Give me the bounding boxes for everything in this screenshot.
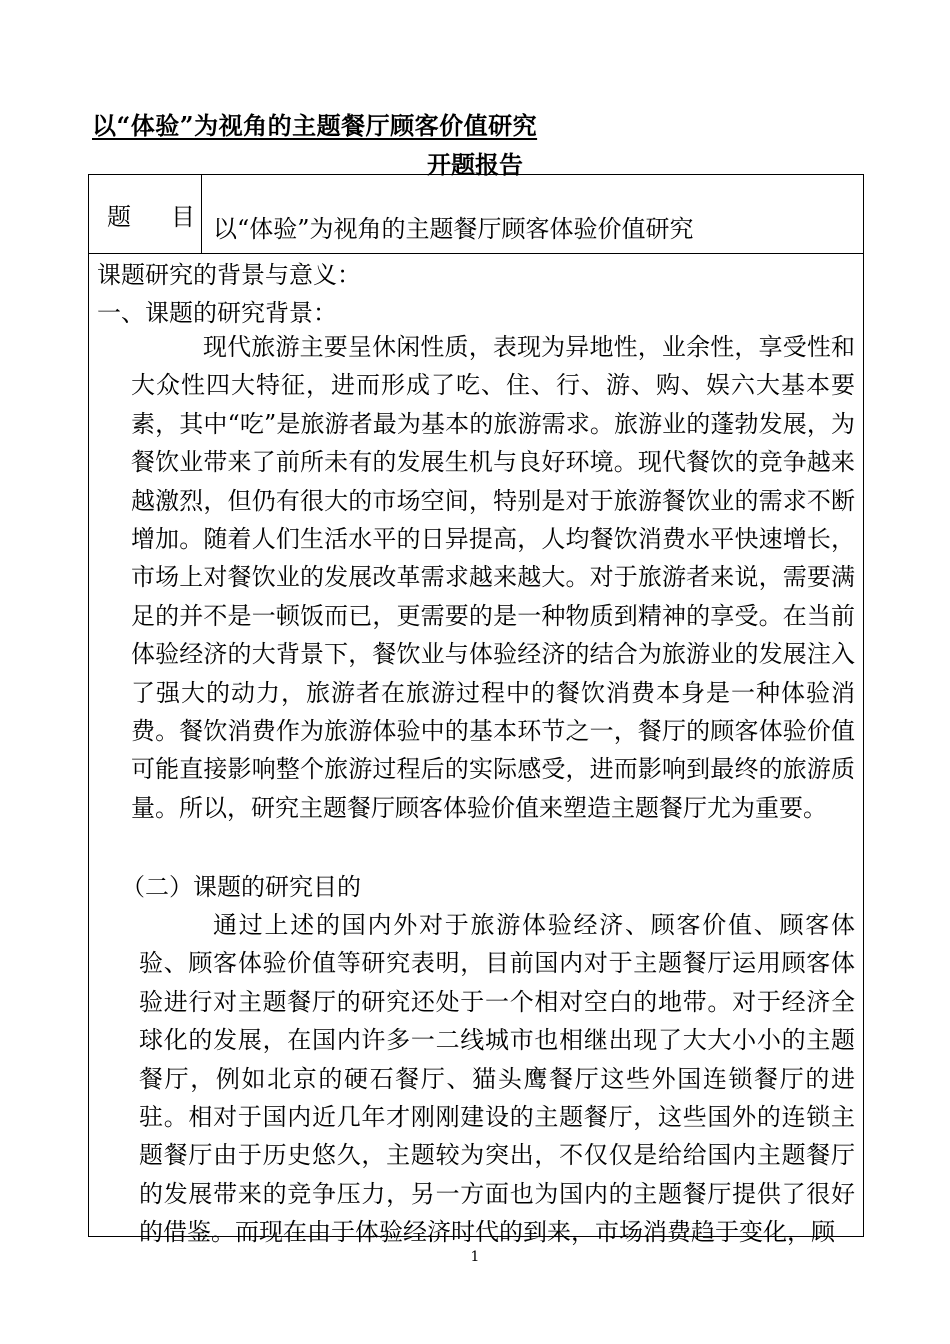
document-subtitle: 开题报告 xyxy=(427,150,523,179)
section-heading: 课题研究的背景与意义： xyxy=(97,261,361,289)
table-row-divider xyxy=(89,253,863,254)
paragraph-research-background: 现代旅游主要呈休闲性质，表现为异地性，业余性，享受性和大众性四大特征，进而形成了吃、住、行、游、购、娱六大基本要素，其中“吃”是旅游者最为基本的旅游需求。旅游业的蓬勃发展，为餐饮业带来了前所未有的发展生机与良好环境。现代餐饮的竞争越来越激烈，但仍有很大的市场空间，特别是对于旅游餐饮业的需求不断增加。随着人们生活水平的日异提高，人均餐饮消费水平快速增长，市场上对餐饮业的发展改革需求越来越大。对于旅游者来说，需要满足的并不是一顿饭而已，更需要的是一种物质到精神的享受。在当前体验经济的大背景下，餐饮业与体验经济的结合为旅游业的发展注入了强大的动力，旅游者在旅游过程中的餐饮消费本身是一种体验消费。餐饮消费作为旅游体验中的基本环节之一，餐厅的顾客体验价值可能直接影响整个旅游过程后的实际感受，进而影响到最终的旅游质量。所以，研究主题餐厅顾客体验价值来塑造主题餐厅尤为重要。 xyxy=(131,333,855,822)
topic-label: 题 目 xyxy=(107,203,203,231)
paragraph-research-purpose: 通过上述的国内外对于旅游体验经济、顾客价值、顾客体验、顾客体验价值等研究表明，目前国内对于主题餐厅运用顾客体验进行对主题餐厅的研究还处于一个相对空白的地带。对于经济全球化的发展，在国内许多一二线城市也相继出现了大大小小的主题餐厅，例如北京的硬石餐厅、猫头鹰餐厅这些外国连锁餐厅的进驻。相对于国内近几年才刚刚建设的主题餐厅，这些国外的连锁主题餐厅由于历史悠久，主题较为突出，不仅仅是给给国内主题餐厅的发展带来的竞争压力，另一方面也为国内的主题餐厅提供了很好的借鉴。而现在由于体验经济时代的到来，市场消费趋于变化，顾 xyxy=(139,911,855,1247)
proposal-table xyxy=(88,174,864,1247)
topic-value: 以“体验”为视角的主题餐厅顾客体验价值研究 xyxy=(213,215,694,243)
document-title: 以“体验”为视角的主题餐厅顾客价值研究 xyxy=(92,111,538,140)
subheading-research-purpose: （二）课题的研究目的 xyxy=(121,873,361,901)
subheading-research-background: 一、课题的研究背景： xyxy=(97,299,337,327)
page-number: 1 xyxy=(470,1249,480,1265)
